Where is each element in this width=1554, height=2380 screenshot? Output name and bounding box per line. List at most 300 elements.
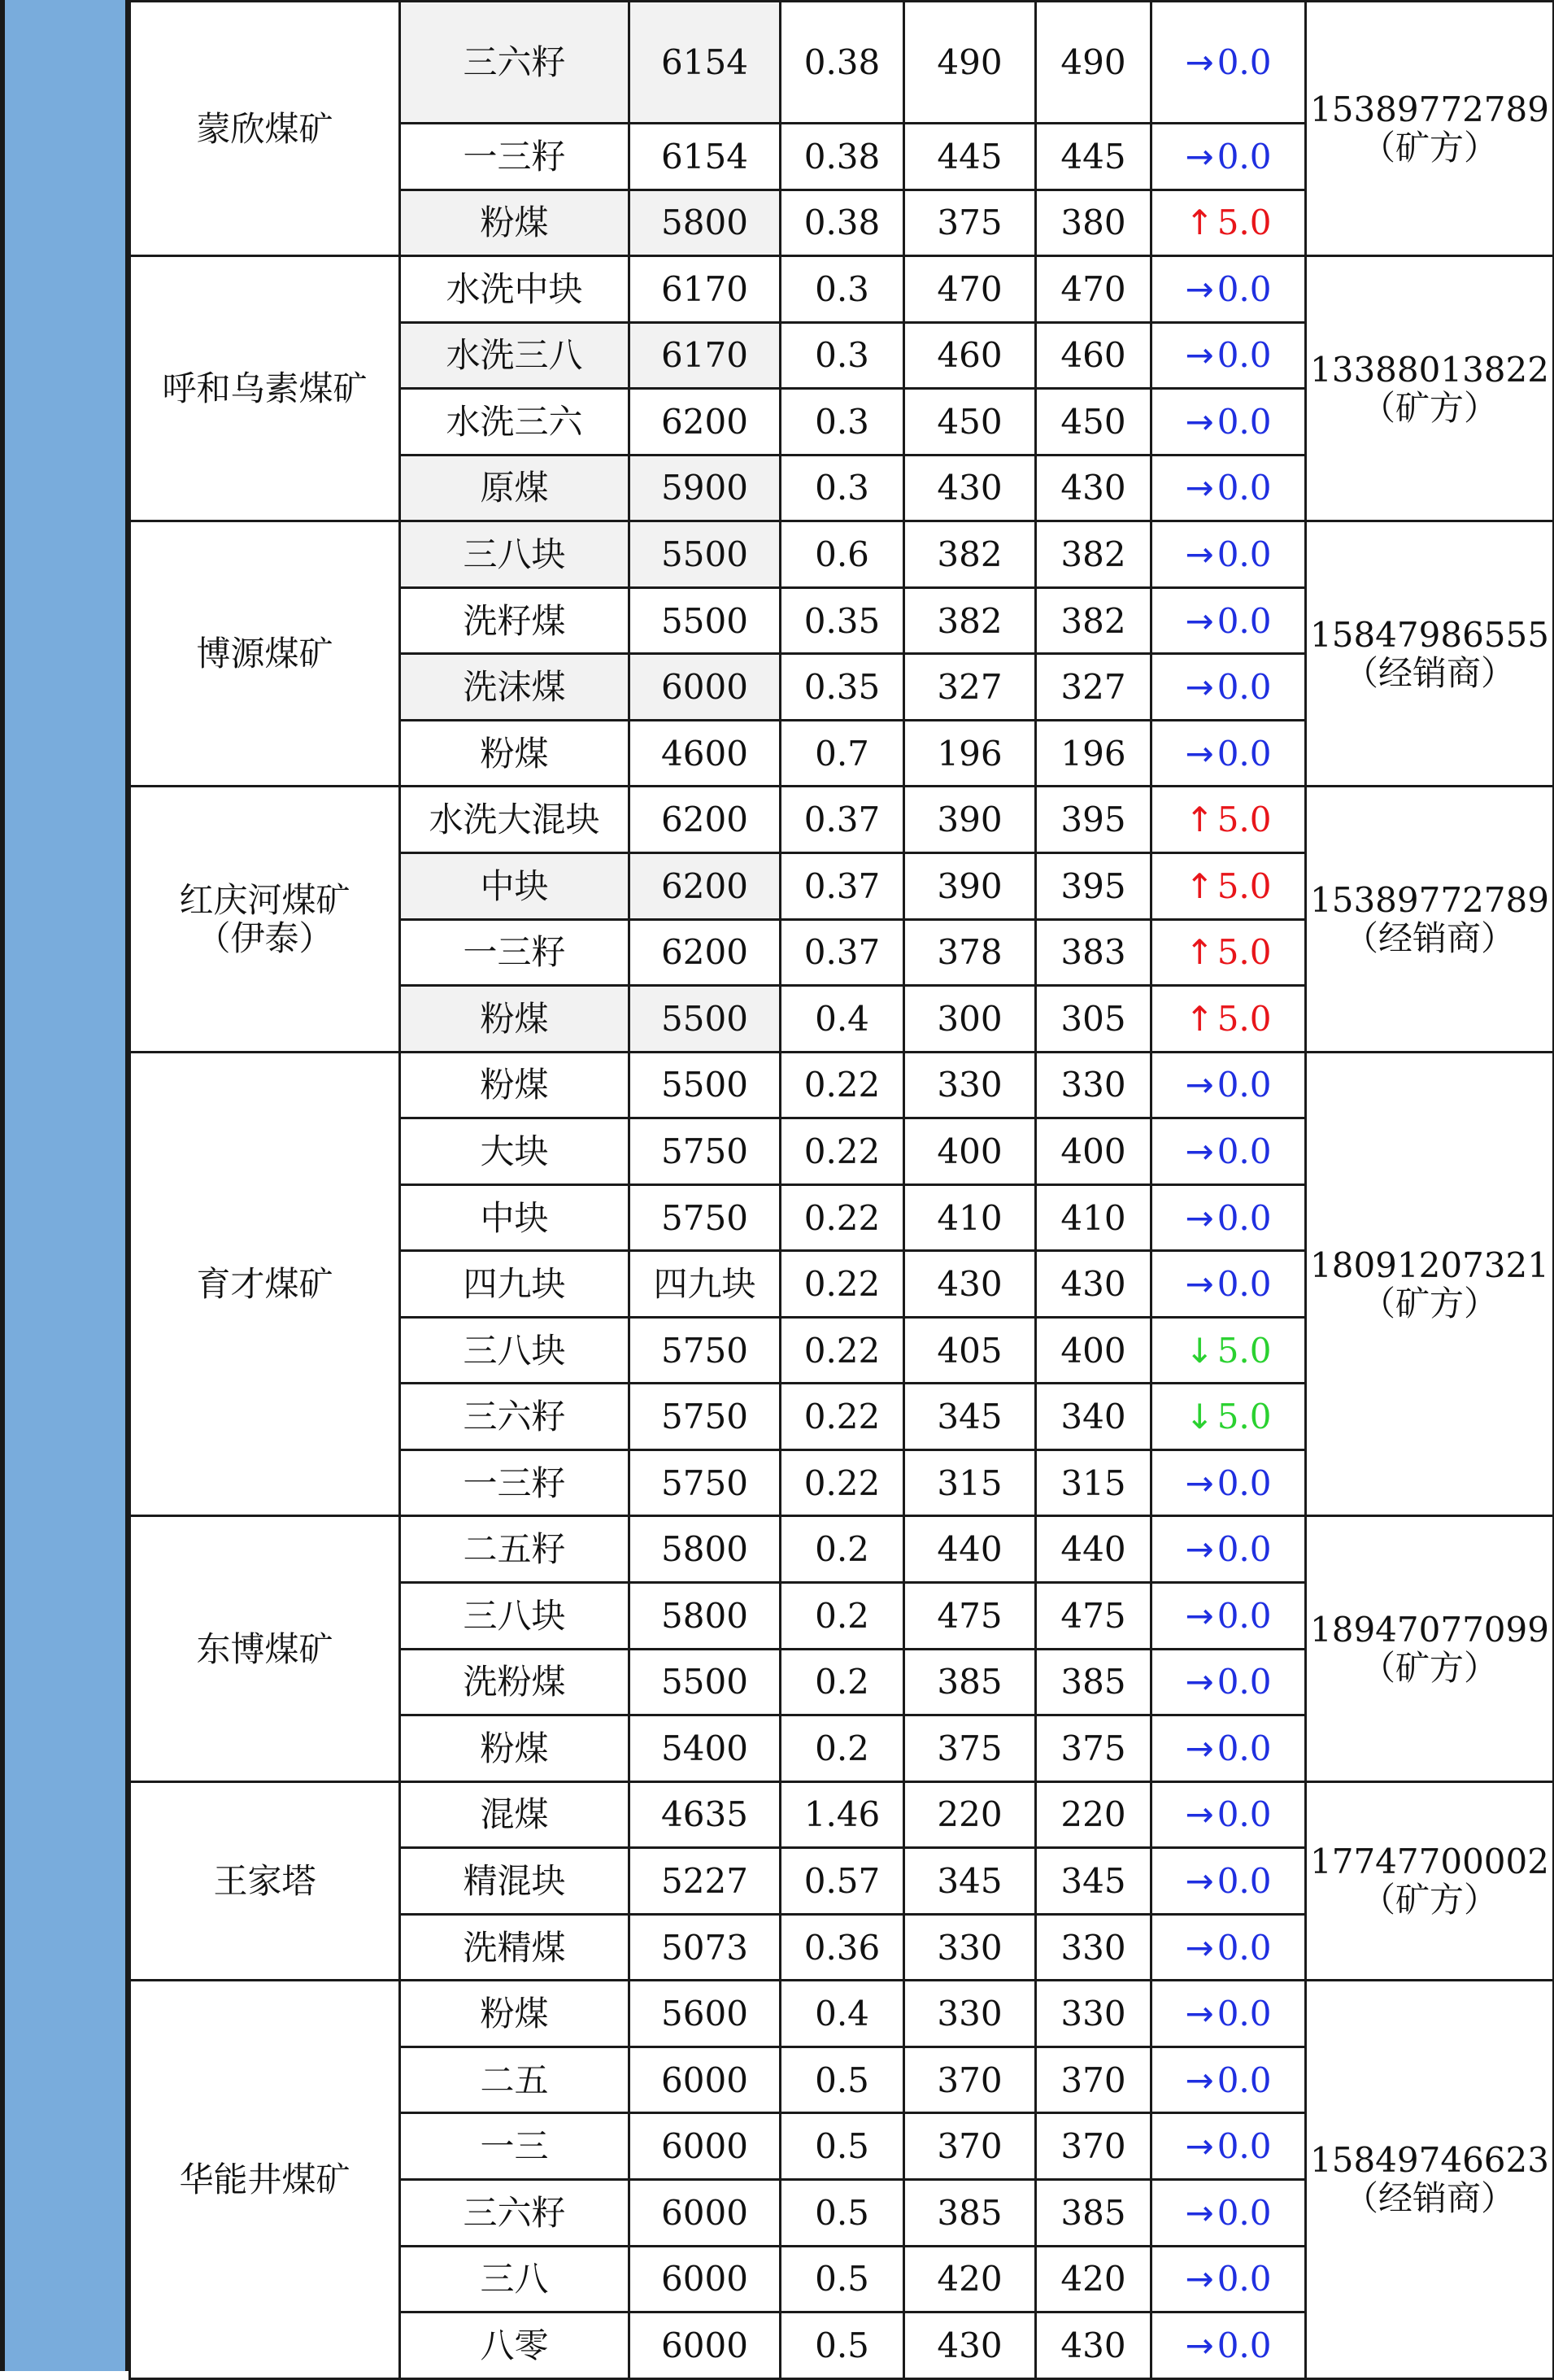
product-name-cell: 精混块 bbox=[400, 1848, 629, 1915]
price-change-value: 0.0 bbox=[1217, 534, 1272, 575]
previous-price-cell: 327 bbox=[904, 654, 1036, 721]
contact-cell bbox=[1306, 1516, 1554, 1781]
price-change-value: 0.0 bbox=[1217, 733, 1272, 774]
sulfur-value-cell: 0.2 bbox=[781, 1583, 904, 1650]
sulfur-value-cell: 0.4 bbox=[781, 986, 904, 1053]
arrow-right-icon: → bbox=[1185, 2126, 1214, 2167]
price-change-cell bbox=[1151, 654, 1306, 721]
table-row bbox=[130, 1516, 1554, 1583]
heat-value-cell: 6000 bbox=[629, 654, 781, 721]
price-change bbox=[1186, 270, 1272, 308]
table-row bbox=[130, 521, 1554, 588]
product-name-cell: 粉煤 bbox=[400, 1052, 629, 1118]
sulfur-value-cell: 0.3 bbox=[781, 389, 904, 456]
arrow-right-icon: → bbox=[1185, 468, 1214, 508]
contact-phone: 13388013822 bbox=[1310, 349, 1549, 390]
table-row bbox=[130, 1981, 1554, 2047]
price-change-value: 0.0 bbox=[1217, 1994, 1272, 2034]
arrow-right-icon: → bbox=[1185, 136, 1214, 177]
heat-value-cell: 5800 bbox=[629, 1583, 781, 1650]
previous-price-cell: 382 bbox=[904, 521, 1036, 588]
price-change bbox=[1186, 1530, 1272, 1568]
price-change-value: 0.0 bbox=[1217, 1794, 1272, 1835]
current-price-cell: 395 bbox=[1036, 853, 1151, 920]
product-name-cell: 中块 bbox=[400, 853, 629, 920]
table-row bbox=[130, 2, 1554, 124]
price-change-cell bbox=[1151, 521, 1306, 588]
price-change-cell bbox=[1151, 2047, 1306, 2113]
arrow-up-icon: ↑ bbox=[1185, 865, 1214, 906]
sulfur-value-cell: 0.7 bbox=[781, 720, 904, 787]
arrow-right-icon: → bbox=[1185, 1927, 1214, 1968]
product-name-cell: 三八块 bbox=[400, 1317, 629, 1384]
heat-value-cell: 5227 bbox=[629, 1848, 781, 1915]
previous-price-cell: 385 bbox=[904, 2179, 1036, 2246]
sulfur-value-cell: 0.5 bbox=[781, 2312, 904, 2379]
heat-value-cell: 5500 bbox=[629, 521, 781, 588]
sulfur-value-cell: 0.3 bbox=[781, 455, 904, 521]
current-price-cell: 450 bbox=[1036, 389, 1151, 456]
arrow-right-icon: → bbox=[1185, 41, 1214, 82]
price-change-value: 5.0 bbox=[1217, 865, 1272, 906]
price-change-value: 0.0 bbox=[1217, 2126, 1272, 2167]
arrow-right-icon: → bbox=[1185, 1197, 1214, 1238]
heat-value-cell: 6170 bbox=[629, 256, 781, 323]
current-price-cell: 380 bbox=[1036, 190, 1151, 256]
contact-role: （矿方） bbox=[1360, 1283, 1498, 1323]
price-change-value: 0.0 bbox=[1217, 2259, 1272, 2299]
product-name-cell: 三八 bbox=[400, 2246, 629, 2312]
arrow-right-icon: → bbox=[1185, 1065, 1214, 1105]
price-change bbox=[1186, 1597, 1272, 1635]
price-change bbox=[1186, 800, 1272, 839]
sulfur-value-cell: 0.2 bbox=[781, 1649, 904, 1715]
price-change-value: 0.0 bbox=[1217, 667, 1272, 708]
product-name-cell: 三六籽 bbox=[400, 1384, 629, 1450]
current-price-cell: 400 bbox=[1036, 1317, 1151, 1384]
current-price-cell: 375 bbox=[1036, 1715, 1151, 1782]
price-change-value: 0.0 bbox=[1217, 600, 1272, 641]
product-name-cell: 水洗中块 bbox=[400, 256, 629, 323]
price-change-value: 0.0 bbox=[1217, 1529, 1272, 1570]
price-change-value: 5.0 bbox=[1217, 932, 1272, 973]
price-change bbox=[1186, 867, 1272, 905]
heat-value-cell: 6170 bbox=[629, 322, 781, 389]
previous-price-cell: 420 bbox=[904, 2246, 1036, 2312]
price-change bbox=[1186, 668, 1272, 706]
product-name-cell: 粉煤 bbox=[400, 1981, 629, 2047]
current-price-cell: 400 bbox=[1036, 1118, 1151, 1185]
contact-phone: 18091207321 bbox=[1310, 1244, 1549, 1285]
arrow-down-icon: ↓ bbox=[1185, 1397, 1214, 1437]
coal-price-table bbox=[128, 0, 1554, 2380]
price-change-cell bbox=[1151, 389, 1306, 456]
table-row bbox=[130, 256, 1554, 323]
mine-name-cell: 王家塔 bbox=[130, 1781, 400, 1981]
price-change bbox=[1186, 1994, 1272, 2033]
contact-phone: 18947077099 bbox=[1310, 1610, 1549, 1650]
previous-price-cell: 430 bbox=[904, 2312, 1036, 2379]
price-change-cell bbox=[1151, 1649, 1306, 1715]
price-change bbox=[1186, 1132, 1272, 1170]
arrow-up-icon: ↑ bbox=[1185, 800, 1214, 840]
product-name-cell: 一三 bbox=[400, 2113, 629, 2180]
price-change-cell bbox=[1151, 1583, 1306, 1650]
previous-price-cell: 385 bbox=[904, 1649, 1036, 1715]
arrow-right-icon: → bbox=[1185, 600, 1214, 641]
price-change-value: 0.0 bbox=[1217, 468, 1272, 508]
price-change-cell bbox=[1151, 2312, 1306, 2379]
contact-phone: 15847986555 bbox=[1310, 614, 1549, 655]
price-change-value: 0.0 bbox=[1217, 1595, 1272, 1636]
previous-price-cell: 330 bbox=[904, 1981, 1036, 2047]
arrow-up-icon: ↑ bbox=[1185, 998, 1214, 1039]
contact-role: （矿方） bbox=[1360, 1648, 1498, 1689]
current-price-cell: 370 bbox=[1036, 2047, 1151, 2113]
price-change bbox=[1186, 137, 1272, 176]
price-change-value: 0.0 bbox=[1217, 1264, 1272, 1305]
arrow-right-icon: → bbox=[1185, 1529, 1214, 1570]
sulfur-value-cell: 0.37 bbox=[781, 787, 904, 853]
heat-value-cell: 6000 bbox=[629, 2246, 781, 2312]
contact-role: （矿方） bbox=[1360, 128, 1498, 168]
price-change bbox=[1186, 1464, 1272, 1502]
previous-price-cell: 445 bbox=[904, 124, 1036, 190]
price-change bbox=[1186, 469, 1272, 507]
sulfur-value-cell: 0.22 bbox=[781, 1118, 904, 1185]
product-name-cell: 三六籽 bbox=[400, 2179, 629, 2246]
price-change-cell bbox=[1151, 455, 1306, 521]
product-name-cell: 一三籽 bbox=[400, 124, 629, 190]
sulfur-value-cell: 0.38 bbox=[781, 190, 904, 256]
current-price-cell: 315 bbox=[1036, 1449, 1151, 1516]
current-price-cell: 475 bbox=[1036, 1583, 1151, 1650]
price-change-value: 0.0 bbox=[1217, 1662, 1272, 1702]
previous-price-cell: 410 bbox=[904, 1184, 1036, 1251]
current-price-cell: 385 bbox=[1036, 1649, 1151, 1715]
product-name-cell: 洗沫煤 bbox=[400, 654, 629, 721]
product-name-cell: 原煤 bbox=[400, 455, 629, 521]
product-name-cell: 粉煤 bbox=[400, 986, 629, 1053]
previous-price-cell: 382 bbox=[904, 587, 1036, 654]
arrow-down-icon: ↓ bbox=[1185, 1330, 1214, 1371]
sulfur-value-cell: 0.35 bbox=[781, 587, 904, 654]
arrow-right-icon: → bbox=[1185, 733, 1214, 774]
contact-cell bbox=[1306, 521, 1554, 787]
price-change-cell bbox=[1151, 986, 1306, 1053]
price-change-cell bbox=[1151, 919, 1306, 986]
sulfur-value-cell: 0.22 bbox=[781, 1052, 904, 1118]
sulfur-value-cell: 0.37 bbox=[781, 919, 904, 986]
heat-value-cell: 6000 bbox=[629, 2312, 781, 2379]
price-change bbox=[1186, 203, 1272, 242]
mine-name-cell: 蒙欣煤矿 bbox=[130, 2, 400, 256]
arrow-right-icon: → bbox=[1185, 401, 1214, 442]
current-price-cell: 470 bbox=[1036, 256, 1151, 323]
price-change-cell bbox=[1151, 1384, 1306, 1450]
price-change bbox=[1186, 1795, 1272, 1833]
arrow-right-icon: → bbox=[1185, 2060, 1214, 2100]
contact-role: （经销商） bbox=[1343, 652, 1515, 693]
previous-price-cell: 375 bbox=[904, 190, 1036, 256]
price-change-cell bbox=[1151, 124, 1306, 190]
heat-value-cell: 5400 bbox=[629, 1715, 781, 1782]
current-price-cell: 410 bbox=[1036, 1184, 1151, 1251]
heat-value-cell: 5800 bbox=[629, 1516, 781, 1583]
price-change-value: 0.0 bbox=[1217, 1927, 1272, 1968]
price-change bbox=[1186, 2061, 1272, 2099]
current-price-cell: 383 bbox=[1036, 919, 1151, 986]
previous-price-cell: 375 bbox=[904, 1715, 1036, 1782]
heat-value-cell: 5600 bbox=[629, 1981, 781, 2047]
sulfur-value-cell: 0.5 bbox=[781, 2246, 904, 2312]
price-change-cell bbox=[1151, 787, 1306, 853]
sulfur-value-cell: 0.2 bbox=[781, 1516, 904, 1583]
current-price-cell: 420 bbox=[1036, 2246, 1151, 2312]
price-change bbox=[1186, 1929, 1272, 1967]
previous-price-cell: 330 bbox=[904, 1914, 1036, 1981]
price-change bbox=[1186, 1332, 1272, 1370]
price-change bbox=[1186, 1265, 1272, 1303]
price-change bbox=[1186, 2260, 1272, 2298]
contact-cell bbox=[1306, 1052, 1554, 1516]
previous-price-cell: 300 bbox=[904, 986, 1036, 1053]
price-change-cell bbox=[1151, 1184, 1306, 1251]
sulfur-value-cell: 0.6 bbox=[781, 521, 904, 588]
previous-price-cell: 330 bbox=[904, 1052, 1036, 1118]
product-name-cell: 洗粉煤 bbox=[400, 1649, 629, 1715]
sulfur-value-cell: 0.22 bbox=[781, 1251, 904, 1318]
arrow-right-icon: → bbox=[1185, 2325, 1214, 2365]
price-change-value: 5.0 bbox=[1217, 203, 1272, 243]
arrow-right-icon: → bbox=[1185, 1595, 1214, 1636]
sulfur-value-cell: 0.3 bbox=[781, 322, 904, 389]
side-bar bbox=[0, 0, 128, 2371]
contact-cell bbox=[1306, 256, 1554, 521]
price-change-cell bbox=[1151, 1317, 1306, 1384]
price-change-value: 0.0 bbox=[1217, 2325, 1272, 2365]
current-price-cell: 430 bbox=[1036, 1251, 1151, 1318]
heat-value-cell: 6154 bbox=[629, 124, 781, 190]
arrow-right-icon: → bbox=[1185, 667, 1214, 708]
contact-cell bbox=[1306, 2, 1554, 256]
heat-value-cell: 4635 bbox=[629, 1781, 781, 1848]
arrow-right-icon: → bbox=[1185, 1662, 1214, 1702]
product-name-cell: 中块 bbox=[400, 1184, 629, 1251]
heat-value-cell: 5500 bbox=[629, 587, 781, 654]
previous-price-cell: 370 bbox=[904, 2047, 1036, 2113]
product-name-cell: 洗籽煤 bbox=[400, 587, 629, 654]
current-price-cell: 460 bbox=[1036, 322, 1151, 389]
heat-value-cell: 5750 bbox=[629, 1317, 781, 1384]
product-name-cell: 洗精煤 bbox=[400, 1914, 629, 1981]
heat-value-cell: 5073 bbox=[629, 1914, 781, 1981]
price-change-cell bbox=[1151, 1715, 1306, 1782]
price-change bbox=[1186, 734, 1272, 773]
heat-value-cell: 4600 bbox=[629, 720, 781, 787]
current-price-cell: 340 bbox=[1036, 1384, 1151, 1450]
previous-price-cell: 400 bbox=[904, 1118, 1036, 1185]
sulfur-value-cell: 0.5 bbox=[781, 2047, 904, 2113]
price-change bbox=[1186, 336, 1272, 374]
price-change-cell bbox=[1151, 1449, 1306, 1516]
contact-cell bbox=[1306, 1981, 1554, 2378]
price-change-cell bbox=[1151, 190, 1306, 256]
current-price-cell: 490 bbox=[1036, 2, 1151, 124]
current-price-cell: 440 bbox=[1036, 1516, 1151, 1583]
sulfur-value-cell: 0.22 bbox=[781, 1184, 904, 1251]
price-change-cell bbox=[1151, 1781, 1306, 1848]
heat-value-cell: 5750 bbox=[629, 1384, 781, 1450]
price-change bbox=[1186, 1862, 1272, 1900]
heat-value-cell: 6000 bbox=[629, 2179, 781, 2246]
price-change bbox=[1186, 1397, 1272, 1436]
heat-value-cell: 5750 bbox=[629, 1449, 781, 1516]
price-change-value: 0.0 bbox=[1217, 1065, 1272, 1105]
heat-value-cell: 5500 bbox=[629, 986, 781, 1053]
price-change bbox=[1186, 933, 1272, 971]
price-change bbox=[1186, 1729, 1272, 1768]
contact-role: （经销商） bbox=[1343, 918, 1515, 959]
previous-price-cell: 378 bbox=[904, 919, 1036, 986]
previous-price-cell: 450 bbox=[904, 389, 1036, 456]
product-name-cell: 二五籽 bbox=[400, 1516, 629, 1583]
sulfur-value-cell: 0.35 bbox=[781, 654, 904, 721]
heat-value-cell: 6000 bbox=[629, 2047, 781, 2113]
current-price-cell: 196 bbox=[1036, 720, 1151, 787]
contact-cell bbox=[1306, 787, 1554, 1052]
price-change bbox=[1186, 2194, 1272, 2232]
price-change bbox=[1186, 2326, 1272, 2365]
price-change-value: 0.0 bbox=[1217, 1462, 1272, 1503]
product-name-cell: 水洗三六 bbox=[400, 389, 629, 456]
previous-price-cell: 490 bbox=[904, 2, 1036, 124]
price-change-cell bbox=[1151, 2, 1306, 124]
price-change-value: 0.0 bbox=[1217, 268, 1272, 309]
sulfur-value-cell: 0.3 bbox=[781, 256, 904, 323]
heat-value-cell: 6200 bbox=[629, 853, 781, 920]
sulfur-value-cell: 0.22 bbox=[781, 1384, 904, 1450]
heat-value-cell: 6200 bbox=[629, 787, 781, 853]
sulfur-value-cell: 0.2 bbox=[781, 1715, 904, 1782]
heat-value-cell: 5500 bbox=[629, 1052, 781, 1118]
arrow-right-icon: → bbox=[1185, 1860, 1214, 1901]
current-price-cell: 445 bbox=[1036, 124, 1151, 190]
product-name-cell: 二五 bbox=[400, 2047, 629, 2113]
previous-price-cell: 390 bbox=[904, 853, 1036, 920]
mine-name-cell: 华能井煤矿 bbox=[130, 1981, 400, 2378]
price-change-value: 5.0 bbox=[1217, 800, 1272, 840]
price-change-cell bbox=[1151, 322, 1306, 389]
price-change bbox=[1186, 1199, 1272, 1237]
heat-value-cell: 5800 bbox=[629, 190, 781, 256]
price-change-value: 0.0 bbox=[1217, 136, 1272, 177]
sulfur-value-cell: 0.57 bbox=[781, 1848, 904, 1915]
price-change-cell bbox=[1151, 1914, 1306, 1981]
previous-price-cell: 345 bbox=[904, 1848, 1036, 1915]
product-name-cell: 一三籽 bbox=[400, 919, 629, 986]
price-change-value: 5.0 bbox=[1217, 1397, 1272, 1437]
price-change-cell bbox=[1151, 1052, 1306, 1118]
arrow-right-icon: → bbox=[1185, 2192, 1214, 2233]
current-price-cell: 330 bbox=[1036, 1052, 1151, 1118]
price-change-value: 5.0 bbox=[1217, 998, 1272, 1039]
heat-value-cell: 6000 bbox=[629, 2113, 781, 2180]
price-change-value: 5.0 bbox=[1217, 1330, 1272, 1371]
sulfur-value-cell: 0.22 bbox=[781, 1449, 904, 1516]
sulfur-value-cell: 0.5 bbox=[781, 2179, 904, 2246]
previous-price-cell: 390 bbox=[904, 787, 1036, 853]
previous-price-cell: 440 bbox=[904, 1516, 1036, 1583]
heat-value-cell: 5500 bbox=[629, 1649, 781, 1715]
price-change-value: 0.0 bbox=[1217, 1131, 1272, 1171]
price-change-cell bbox=[1151, 1848, 1306, 1915]
price-change-value: 0.0 bbox=[1217, 1197, 1272, 1238]
current-price-cell: 385 bbox=[1036, 2179, 1151, 2246]
product-name-cell: 水洗大混块 bbox=[400, 787, 629, 853]
arrow-right-icon: → bbox=[1185, 2259, 1214, 2299]
price-change-cell bbox=[1151, 2246, 1306, 2312]
previous-price-cell: 315 bbox=[904, 1449, 1036, 1516]
current-price-cell: 330 bbox=[1036, 1981, 1151, 2047]
arrow-right-icon: → bbox=[1185, 268, 1214, 309]
heat-value-cell: 6154 bbox=[629, 2, 781, 124]
current-price-cell: 370 bbox=[1036, 2113, 1151, 2180]
contact-role: （矿方） bbox=[1360, 387, 1498, 428]
price-change-cell bbox=[1151, 1516, 1306, 1583]
arrow-right-icon: → bbox=[1185, 1264, 1214, 1305]
mine-name-cell: 呼和乌素煤矿 bbox=[130, 256, 400, 521]
sulfur-value-cell: 0.22 bbox=[781, 1317, 904, 1384]
price-change-value: 0.0 bbox=[1217, 401, 1272, 442]
price-change-cell bbox=[1151, 2179, 1306, 2246]
price-change-value: 0.0 bbox=[1217, 1860, 1272, 1901]
current-price-cell: 430 bbox=[1036, 2312, 1151, 2379]
product-name-cell: 三八块 bbox=[400, 1583, 629, 1650]
current-price-cell: 345 bbox=[1036, 1848, 1151, 1915]
product-name-cell: 大块 bbox=[400, 1118, 629, 1185]
arrow-right-icon: → bbox=[1185, 1994, 1214, 2034]
price-change-cell bbox=[1151, 1981, 1306, 2047]
product-name-cell: 一三籽 bbox=[400, 1449, 629, 1516]
arrow-right-icon: → bbox=[1185, 534, 1214, 575]
contact-cell bbox=[1306, 1781, 1554, 1981]
current-price-cell: 382 bbox=[1036, 587, 1151, 654]
heat-value-cell: 5750 bbox=[629, 1118, 781, 1185]
price-change-cell bbox=[1151, 1251, 1306, 1318]
arrow-right-icon: → bbox=[1185, 1728, 1214, 1768]
heat-value-cell: 四九块 bbox=[629, 1251, 781, 1318]
price-change-value: 0.0 bbox=[1217, 335, 1272, 376]
arrow-right-icon: → bbox=[1185, 1131, 1214, 1171]
contact-phone: 17747700002 bbox=[1310, 1842, 1549, 1882]
mine-name-cell: 红庆河煤矿 （伊泰） bbox=[130, 787, 400, 1052]
current-price-cell: 430 bbox=[1036, 455, 1151, 521]
price-change bbox=[1186, 2127, 1272, 2165]
previous-price-cell: 470 bbox=[904, 256, 1036, 323]
price-change bbox=[1186, 535, 1272, 573]
sulfur-value-cell: 0.36 bbox=[781, 1914, 904, 1981]
product-name-cell: 混煤 bbox=[400, 1781, 629, 1848]
product-name-cell: 粉煤 bbox=[400, 720, 629, 787]
previous-price-cell: 475 bbox=[904, 1583, 1036, 1650]
price-change bbox=[1186, 43, 1272, 81]
previous-price-cell: 370 bbox=[904, 2113, 1036, 2180]
sulfur-value-cell: 0.38 bbox=[781, 2, 904, 124]
product-name-cell: 三八块 bbox=[400, 521, 629, 588]
product-name-cell: 八零 bbox=[400, 2312, 629, 2379]
price-change bbox=[1186, 403, 1272, 441]
